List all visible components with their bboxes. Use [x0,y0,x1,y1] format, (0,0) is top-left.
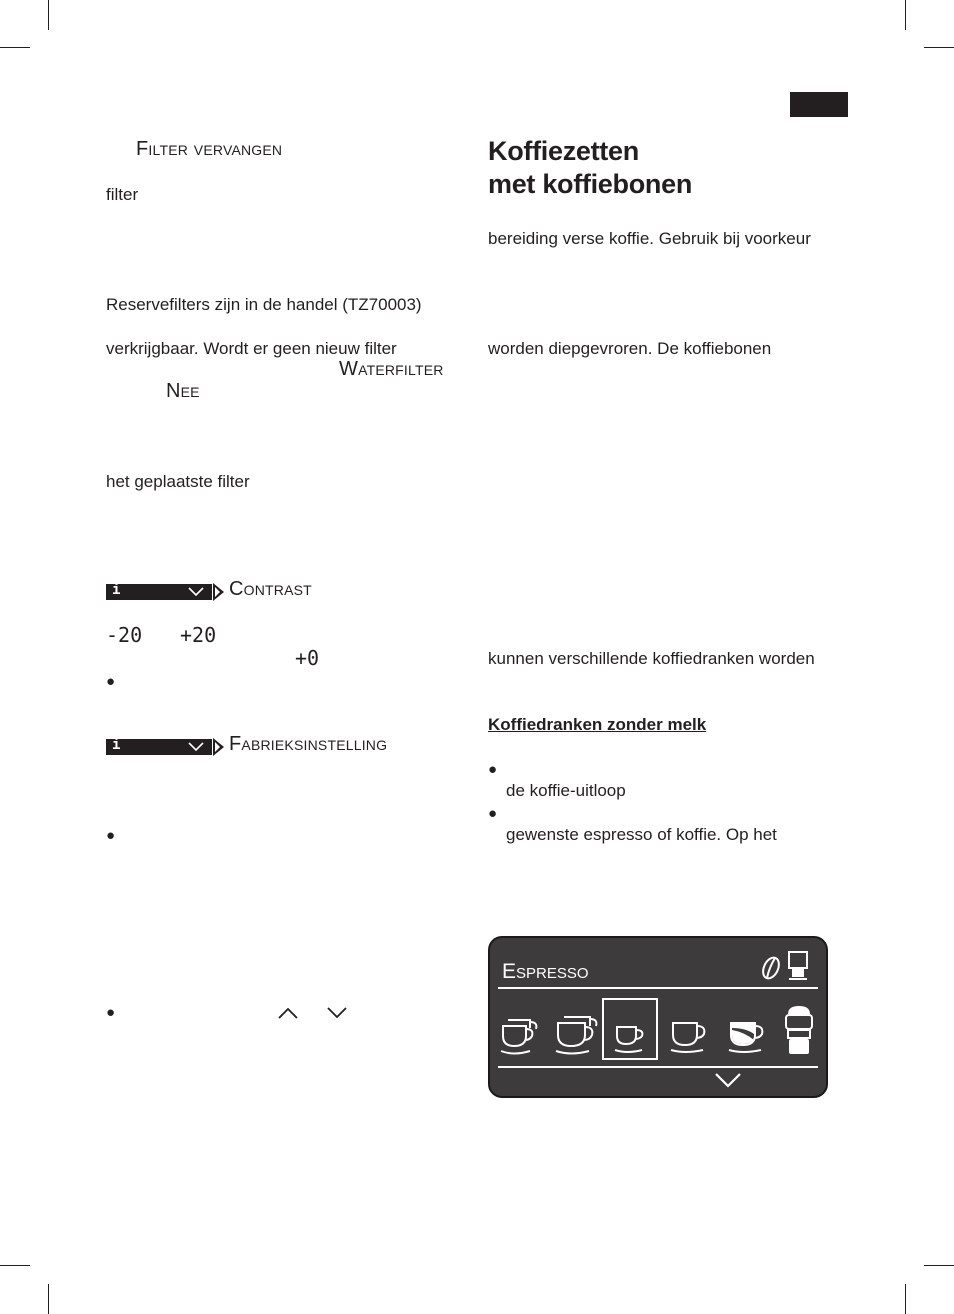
keyword-waterfilter: Waterfilter [339,358,444,380]
bullet: ● [488,761,498,778]
info-icon-label: i [112,737,121,753]
pointer-triangle-icon [213,738,224,756]
display-title: Espresso [502,960,589,983]
text-line: worden diepgevroren. De koffiebonen [488,339,772,358]
crop-mark [48,0,49,30]
milk-coffee-cup-icon[interactable] [728,1020,768,1054]
heading-fabrieksinstelling: Fabrieksinstelling [229,733,388,755]
text-line: gewenste espresso of koffie. Op het [506,825,777,844]
value-default: +0 [295,646,320,670]
pointer-triangle-icon [213,583,224,601]
page-title-line2: met koffiebonen [488,169,693,199]
text-line: het geplaatste filter [106,472,250,491]
text-line: verkrijgbaar. Wordt er geen nieuw filter [106,339,397,358]
chevron-up-icon [278,1007,298,1019]
cup-icon [786,950,810,980]
chevron-down-icon [188,742,204,752]
display-divider [498,1066,818,1068]
bullet: ● [106,827,116,844]
crop-mark [924,1265,954,1266]
text-line: kunnen verschillende koffiedranken worden [488,649,815,668]
value-min: -20 [106,623,143,647]
language-tab [790,92,848,117]
crop-mark [0,47,30,48]
text-line: bereiding verse koffie. Gebruik bij voorkeur [488,229,811,248]
crop-mark [48,1284,49,1314]
machine-display [488,936,828,1098]
subheading-koffiedranken: Koffiedranken zonder melk [488,715,707,734]
chevron-down-icon[interactable] [714,1072,742,1088]
chevron-down-icon [188,587,204,597]
bullet: ● [488,805,498,822]
info-icon-label: i [112,582,121,598]
page-title-line1: Koffiezetten [488,136,639,166]
crop-mark [905,1284,906,1314]
coffee-cup-icon[interactable] [670,1020,710,1054]
bullet: ● [106,673,116,690]
crop-mark [905,0,906,30]
crop-mark [924,47,954,48]
bullet: ● [106,1004,116,1021]
chevron-down-icon [327,1007,347,1019]
double-cup-icon[interactable] [500,1016,544,1056]
text-line: filter [106,185,139,204]
heading-filter-vervangen: Filter vervangen [136,138,283,160]
milk-jug-icon[interactable] [782,1004,816,1056]
display-divider [498,987,818,989]
espresso-cup-icon[interactable] [614,1024,648,1054]
keyword-nee: Nee [166,380,200,402]
crop-mark [0,1265,30,1266]
heading-contrast: Contrast [229,578,312,600]
text-line: de koffie-uitloop [506,781,626,800]
info-bar [106,739,212,755]
info-bar [106,584,212,600]
double-large-cup-icon[interactable] [554,1014,600,1056]
text-line: Reservefilters zijn in de handel (TZ70003) [106,295,422,314]
coffee-bean-icon [760,955,782,981]
value-max: +20 [180,623,217,647]
